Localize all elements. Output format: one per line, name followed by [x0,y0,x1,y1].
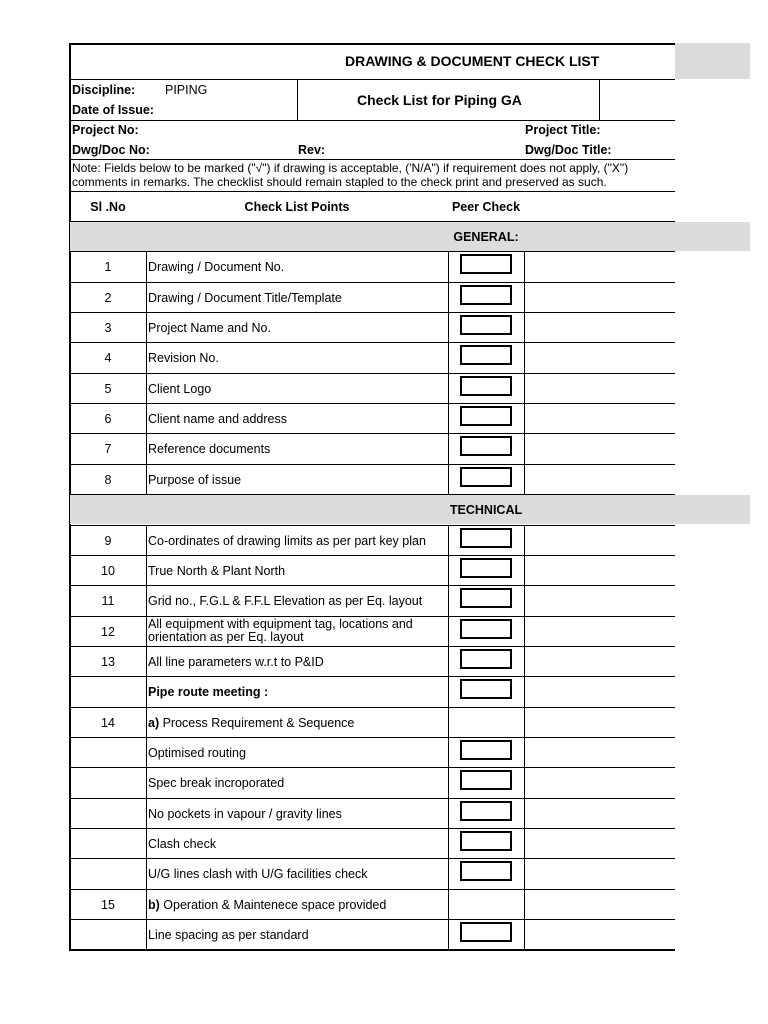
cell-divider [448,798,449,828]
note-line-1: Note: Fields below to be marked ("√") if drawing is acceptable, ('N/A") if requirement does not apply, ("X") [72,161,629,175]
row-divider [70,828,675,829]
section-band-general [70,222,750,251]
row-text: a) Process Requirement & Sequence [148,715,355,730]
cell-divider [448,433,449,463]
row-text: Project Name and No. [148,321,271,336]
cell-divider [524,403,525,433]
peer-check-box[interactable] [460,254,512,274]
row-divider [70,646,675,647]
peer-check-box[interactable] [460,649,512,669]
cell-divider [448,646,449,676]
row-text: Drawing / Document No. [148,260,285,275]
row-divider [70,889,675,890]
peer-check-box[interactable] [460,528,512,548]
cell-divider [524,282,525,312]
row-divider [70,251,675,252]
cell-divider [448,282,449,312]
project-no-label: Project No: [72,123,139,137]
info-divider-2 [70,159,675,160]
cell-divider [524,767,525,797]
row-divider [70,525,675,526]
cell-divider [146,312,147,342]
cell-divider [448,616,449,646]
cell-divider [524,555,525,585]
cell-divider [448,312,449,342]
cell-divider [524,525,525,555]
peer-check-box[interactable] [460,315,512,335]
peer-check-box[interactable] [460,679,512,699]
cell-divider [146,464,147,494]
title-divider [70,79,675,80]
row-number: 15 [101,897,115,912]
cell-divider [448,889,449,919]
cell-divider [524,433,525,463]
cell-divider [524,919,525,949]
row-number: 4 [104,351,112,366]
peer-check-box[interactable] [460,345,512,365]
row-text-continued: orientation as per Eq. layout [148,629,304,644]
row-prefix: b) [148,897,160,912]
row-text: Co-ordinates of drawing limits as per part key plan [148,533,426,548]
cell-divider [448,373,449,403]
note-divider [70,191,675,192]
date-of-issue-label: Date of Issue: [72,103,154,117]
section-title-technical: TECHNICAL [449,503,523,518]
cell-divider [448,251,449,281]
cell-divider [524,251,525,281]
peer-check-box[interactable] [460,467,512,487]
cell-divider [146,342,147,372]
cell-divider [524,373,525,403]
row-number: 7 [104,442,112,457]
note-line-2: comments in remarks. The checklist should remain stapled to the check print and preserved as such. [72,175,607,189]
cell-divider [146,555,147,585]
peer-check-box[interactable] [460,376,512,396]
row-text: Drawing / Document Title/Template [148,290,342,305]
row-divider [70,737,675,738]
cell-divider [448,585,449,615]
discipline-divider [297,79,298,120]
cell-divider [146,282,147,312]
cell-divider [146,737,147,767]
row-divider [70,919,675,920]
discipline-label: Discipline: [72,83,136,97]
row-prefix: a) [148,715,160,730]
checklist-title: Check List for Piping GA [357,92,522,108]
row-text: True North & Plant North [148,563,286,578]
row-text: Client Logo [148,381,212,396]
cell-divider [448,767,449,797]
document-title: DRAWING & DOCUMENT CHECK LIST [345,53,600,69]
discipline-value: PIPING [165,83,208,97]
cell-divider [146,676,147,706]
cell-divider [524,585,525,615]
column-checklist-points: Check List Points [244,200,350,214]
row-divider [70,342,675,343]
cell-divider [146,858,147,888]
column-peer-check: Peer Check [451,200,521,214]
cell-divider [524,342,525,372]
row-text: Revision No. [148,351,219,366]
row-number: 11 [101,594,115,609]
cell-divider [146,403,147,433]
cell-divider [146,707,147,737]
checklist-title-divider [599,79,600,120]
row-number: 13 [101,654,115,669]
cell-divider [146,251,147,281]
cell-divider [448,828,449,858]
cell-divider [146,828,147,858]
cell-divider [524,312,525,342]
row-text: U/G lines clash with U/G facilities check [148,867,368,882]
cell-divider [524,828,525,858]
row-text: All line parameters w.r.t to P&ID [148,654,324,669]
peer-check-box[interactable] [460,861,512,881]
cell-divider [524,737,525,767]
dwg-no-label: Dwg/Doc No: [72,143,150,157]
bottom-border [70,950,675,951]
peer-check-box[interactable] [460,285,512,305]
cell-divider [524,464,525,494]
cell-divider [448,555,449,585]
cell-divider [448,525,449,555]
cell-divider [146,767,147,797]
row-divider [70,464,675,465]
dwg-title-label: Dwg/Doc Title: [525,143,612,157]
peer-check-box[interactable] [460,770,512,790]
cell-divider [448,858,449,888]
section-title-general: GENERAL: [453,230,519,244]
row-text: Grid no., F.G.L & F.F.L Elevation as per Eq. layout [148,594,423,609]
peer-check-box[interactable] [460,801,512,821]
row-number: 5 [104,381,112,396]
row-number: 12 [101,624,115,639]
row-divider [70,798,675,799]
row-text: All equipment with equipment tag, locations and [148,616,413,631]
cell-divider [524,616,525,646]
row-text: Pipe route meeting : [148,685,269,700]
row-number: 8 [104,472,112,487]
row-text: Optimised routing [148,745,246,760]
row-divider [70,373,675,374]
row-text: Reference documents [148,442,271,457]
rev-label: Rev: [298,143,326,157]
cell-divider [146,525,147,555]
cell-divider [146,373,147,403]
cell-divider [146,798,147,828]
peer-check-box[interactable] [460,406,512,426]
cell-divider [448,919,449,949]
row-divider [70,707,675,708]
cell-divider [146,585,147,615]
section-band-technical [70,495,750,524]
cell-divider [146,646,147,676]
cell-divider [448,737,449,767]
peer-check-box[interactable] [460,831,512,851]
row-text: b) Operation & Maintenece space provided [148,897,387,912]
cell-divider [448,342,449,372]
peer-check-box[interactable] [460,436,512,456]
cell-divider [146,433,147,463]
peer-check-box[interactable] [460,619,512,639]
cell-divider [524,798,525,828]
info-divider-1 [70,120,675,121]
cell-divider [146,919,147,949]
cell-divider [524,889,525,919]
row-number: 3 [104,321,112,336]
row-divider [70,949,675,950]
column-sl-no: Sl .No [90,200,126,214]
cell-divider [524,707,525,737]
cell-divider [146,889,147,919]
cell-divider [448,676,449,706]
row-text: Clash check [148,837,217,851]
row-number: 2 [104,290,112,305]
cell-divider [524,858,525,888]
row-text: Line spacing as per standard [148,928,309,943]
row-divider [70,858,675,859]
row-divider [70,403,675,404]
cell-divider [448,707,449,737]
cell-divider [448,403,449,433]
row-number: 1 [104,260,112,275]
peer-check-box[interactable] [460,922,512,942]
peer-check-box[interactable] [460,588,512,608]
cell-divider [146,616,147,646]
project-title-label: Project Title: [525,123,601,137]
row-number: 9 [104,533,112,548]
row-number: 10 [101,563,115,578]
row-number: 14 [101,715,115,730]
top-border [70,43,675,45]
row-divider [70,585,675,586]
row-text: Client name and address [148,412,287,427]
row-divider [70,767,675,768]
row-divider [70,312,675,313]
cell-divider [524,646,525,676]
title-band-extension [675,43,750,79]
row-text: No pockets in vapour / gravity lines [148,806,342,821]
row-divider [70,433,675,434]
cell-divider [524,676,525,706]
row-divider [70,676,675,677]
row-divider [70,282,675,283]
row-divider [70,555,675,556]
peer-check-box[interactable] [460,740,512,760]
row-text: Purpose of issue [148,472,242,487]
peer-check-box[interactable] [460,558,512,578]
row-number: 6 [104,412,112,427]
cell-divider [448,464,449,494]
row-text: Spec break incroporated [148,776,285,791]
